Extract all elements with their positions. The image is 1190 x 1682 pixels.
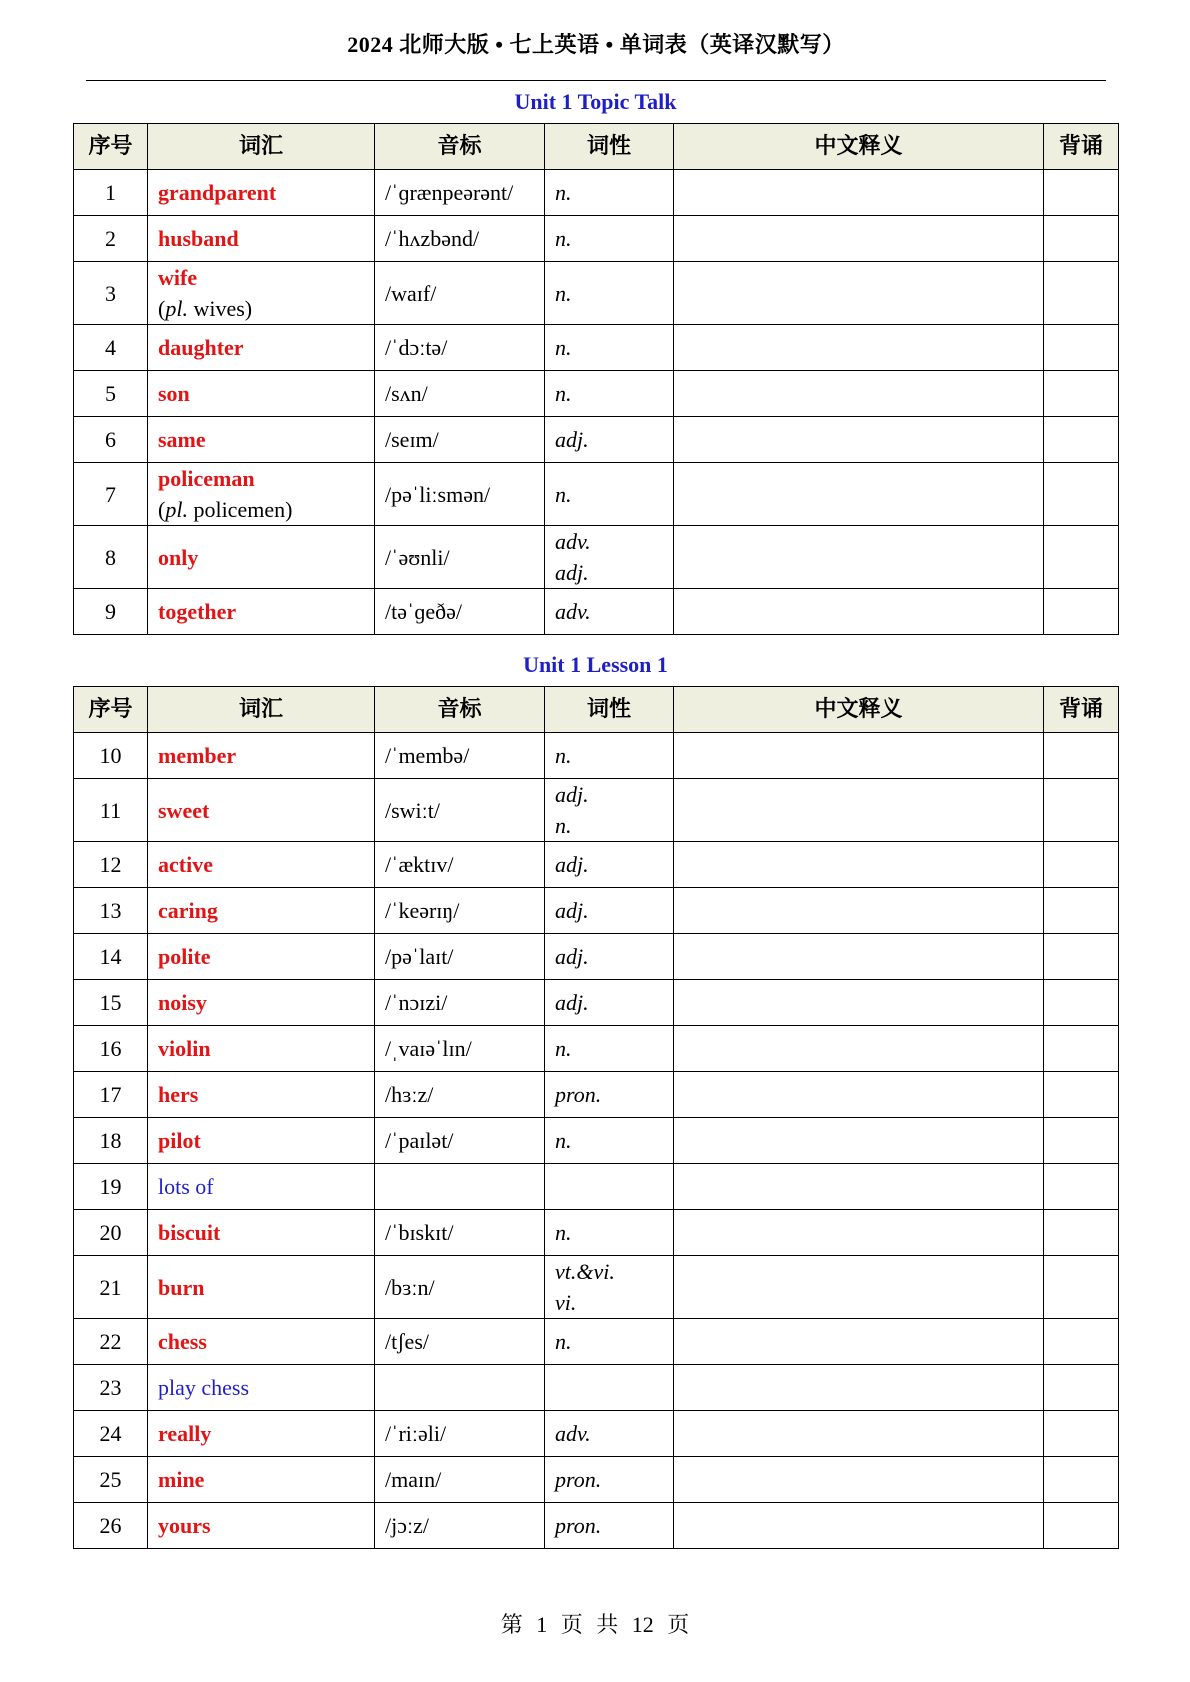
row-number: 4	[74, 325, 148, 371]
table-row	[74, 417, 1119, 463]
part-of-speech-cell	[545, 1118, 674, 1164]
table-row	[74, 1118, 1119, 1164]
col-header-phonetic: 音标	[375, 687, 545, 733]
phonetic-cell: /maɪn/	[375, 1457, 545, 1503]
part-of-speech-cell	[545, 216, 674, 262]
phonetic-cell	[375, 1365, 545, 1411]
part-of-speech: vt.&vi.	[555, 1259, 615, 1284]
part-of-speech-cell	[545, 980, 674, 1026]
part-of-speech: adj.	[555, 990, 589, 1015]
part-of-speech-cell	[545, 1026, 674, 1072]
word-text: active	[158, 852, 213, 877]
phonetic-cell: /ˈɡrænpeərənt/	[375, 170, 545, 216]
col-header-word: 词汇	[148, 687, 375, 733]
word-cell	[148, 980, 375, 1026]
col-header-part-of-speech: 词性	[545, 124, 674, 170]
part-of-speech: adv.	[555, 599, 591, 624]
table-header-row	[74, 687, 1119, 733]
recite-check-blank[interactable]	[1044, 980, 1119, 1026]
row-number: 12	[74, 842, 148, 888]
word-cell	[148, 934, 375, 980]
row-number: 19	[74, 1164, 148, 1210]
table-row	[74, 779, 1119, 842]
word-cell	[148, 888, 375, 934]
row-number: 15	[74, 980, 148, 1026]
chinese-meaning-blank[interactable]	[674, 371, 1044, 417]
part-of-speech-cell	[545, 170, 674, 216]
col-header-part-of-speech: 词性	[545, 687, 674, 733]
part-of-speech-cell	[545, 371, 674, 417]
row-number: 7	[74, 463, 148, 526]
section-title-lesson-1: Unit 1 Lesson 1	[523, 652, 668, 677]
recite-check-blank[interactable]	[1044, 1210, 1119, 1256]
table-row	[74, 1319, 1119, 1365]
word-cell	[148, 842, 375, 888]
recite-check-blank[interactable]	[1044, 1319, 1119, 1365]
word-cell	[148, 1164, 375, 1210]
recite-check-blank[interactable]	[1044, 1256, 1119, 1319]
row-number: 14	[74, 934, 148, 980]
phonetic-cell: /ˈpaɪlət/	[375, 1118, 545, 1164]
word-cell	[148, 325, 375, 371]
row-number: 8	[74, 526, 148, 589]
section-title-topic-talk: Unit 1 Topic Talk	[514, 89, 677, 114]
word-cell	[148, 526, 375, 589]
recite-check-blank[interactable]	[1044, 417, 1119, 463]
word-text: sweet	[158, 797, 210, 823]
recite-check-blank[interactable]	[1044, 325, 1119, 371]
header-divider	[86, 80, 1106, 81]
part-of-speech-cell	[545, 1210, 674, 1256]
word-cell	[148, 1411, 375, 1457]
word-cell	[148, 1072, 375, 1118]
table-row	[74, 589, 1119, 635]
recite-check-blank[interactable]	[1044, 1457, 1119, 1503]
table-row	[74, 1164, 1119, 1210]
chinese-meaning-blank[interactable]	[674, 1256, 1044, 1319]
chinese-meaning-blank[interactable]	[674, 1319, 1044, 1365]
word-cell	[148, 371, 375, 417]
word-text: burn	[158, 1274, 205, 1300]
chinese-meaning-blank[interactable]	[674, 779, 1044, 842]
phonetic-cell: /ˌvaɪəˈlɪn/	[375, 1026, 545, 1072]
part-of-speech: n.	[555, 335, 572, 360]
recite-check-blank[interactable]	[1044, 170, 1119, 216]
recite-check-blank[interactable]	[1044, 1026, 1119, 1072]
word-text: same	[158, 427, 206, 452]
table-row	[74, 1026, 1119, 1072]
part-of-speech-cell	[545, 779, 674, 842]
table-row	[74, 842, 1119, 888]
phonetic-cell: /waɪf/	[375, 262, 545, 325]
part-of-speech: n.	[555, 743, 572, 768]
word-cell	[148, 216, 375, 262]
part-of-speech-cell	[545, 463, 674, 526]
part-of-speech-cell	[545, 1072, 674, 1118]
plural-note-form: policemen)	[187, 497, 293, 522]
plural-note-form: wives)	[187, 296, 253, 321]
phonetic-cell: /hɜːz/	[375, 1072, 545, 1118]
part-of-speech: vi.	[555, 1290, 577, 1315]
table-row	[74, 1503, 1119, 1549]
recite-check-blank[interactable]	[1044, 1164, 1119, 1210]
row-number: 3	[74, 262, 148, 325]
part-of-speech: pron.	[555, 1082, 602, 1107]
word-text: chess	[158, 1329, 207, 1354]
chinese-meaning-blank[interactable]	[674, 1210, 1044, 1256]
word-cell	[148, 779, 375, 842]
part-of-speech-cell	[545, 842, 674, 888]
plural-note-abbr: pl.	[165, 296, 188, 321]
part-of-speech: n.	[555, 381, 572, 406]
word-text: polite	[158, 944, 211, 969]
col-header-number: 序号	[74, 124, 148, 170]
part-of-speech-cell	[545, 1164, 674, 1210]
phonetic-cell: /ˈnɔɪzi/	[375, 980, 545, 1026]
chinese-meaning-blank[interactable]	[674, 1457, 1044, 1503]
word-text: grandparent	[158, 180, 277, 205]
row-number: 20	[74, 1210, 148, 1256]
word-text: violin	[158, 1036, 211, 1061]
word-text: policeman	[158, 466, 255, 491]
table-row	[74, 1457, 1119, 1503]
word-text: son	[158, 381, 190, 406]
phrase-text: play chess	[158, 1375, 250, 1400]
col-header-word: 词汇	[148, 124, 375, 170]
phonetic-cell: /jɔːz/	[375, 1503, 545, 1549]
recite-check-blank[interactable]	[1044, 779, 1119, 842]
part-of-speech: adj.	[555, 898, 589, 923]
part-of-speech: n.	[555, 1036, 572, 1061]
recite-check-blank[interactable]	[1044, 262, 1119, 325]
part-of-speech-cell	[545, 888, 674, 934]
phrase-text: lots of	[158, 1174, 214, 1199]
word-text: biscuit	[158, 1220, 221, 1245]
phonetic-cell: /ˈriːəli/	[375, 1411, 545, 1457]
row-number: 22	[74, 1319, 148, 1365]
part-of-speech: n.	[555, 481, 572, 507]
word-cell	[148, 170, 375, 216]
word-cell	[148, 1365, 375, 1411]
table-row	[74, 463, 1119, 526]
row-number: 16	[74, 1026, 148, 1072]
part-of-speech: pron.	[555, 1467, 602, 1492]
recite-check-blank[interactable]	[1044, 1365, 1119, 1411]
word-text: daughter	[158, 335, 244, 360]
part-of-speech-cell	[545, 325, 674, 371]
word-cell	[148, 1256, 375, 1319]
word-text: caring	[158, 898, 218, 923]
word-cell	[148, 1118, 375, 1164]
chinese-meaning-blank[interactable]	[674, 888, 1044, 934]
chinese-meaning-blank[interactable]	[674, 417, 1044, 463]
part-of-speech-cell	[545, 417, 674, 463]
part-of-speech: n.	[555, 1329, 572, 1354]
row-number: 5	[74, 371, 148, 417]
phonetic-cell: /ˈhʌzbənd/	[375, 216, 545, 262]
table-row	[74, 733, 1119, 779]
chinese-meaning-blank[interactable]	[674, 589, 1044, 635]
col-header-chinese-meaning: 中文释义	[674, 687, 1044, 733]
table-row	[74, 170, 1119, 216]
chinese-meaning-blank[interactable]	[674, 1411, 1044, 1457]
col-header-chinese-meaning: 中文释义	[674, 124, 1044, 170]
row-number: 9	[74, 589, 148, 635]
chinese-meaning-blank[interactable]	[674, 980, 1044, 1026]
table-row	[74, 371, 1119, 417]
row-number: 1	[74, 170, 148, 216]
recite-check-blank[interactable]	[1044, 842, 1119, 888]
row-number: 11	[74, 779, 148, 842]
recite-check-blank[interactable]	[1044, 1411, 1119, 1457]
part-of-speech: n.	[555, 226, 572, 251]
table-row	[74, 1365, 1119, 1411]
chinese-meaning-blank[interactable]	[674, 1072, 1044, 1118]
col-header-phonetic: 音标	[375, 124, 545, 170]
part-of-speech-cell	[545, 1411, 674, 1457]
recite-check-blank[interactable]	[1044, 371, 1119, 417]
chinese-meaning-blank[interactable]	[674, 842, 1044, 888]
col-header-recite: 背诵	[1044, 124, 1119, 170]
chinese-meaning-blank[interactable]	[674, 934, 1044, 980]
phonetic-cell: /tʃes/	[375, 1319, 545, 1365]
table-row	[74, 216, 1119, 262]
recite-check-blank[interactable]	[1044, 589, 1119, 635]
word-cell	[148, 733, 375, 779]
row-number: 18	[74, 1118, 148, 1164]
row-number: 10	[74, 733, 148, 779]
part-of-speech: n.	[555, 280, 572, 306]
table-row	[74, 1072, 1119, 1118]
recite-check-blank[interactable]	[1044, 1072, 1119, 1118]
table-row	[74, 325, 1119, 371]
plural-note-abbr: pl.	[165, 497, 188, 522]
part-of-speech-cell	[545, 733, 674, 779]
row-number: 25	[74, 1457, 148, 1503]
word-text: really	[158, 1421, 212, 1446]
word-cell	[148, 1319, 375, 1365]
part-of-speech-cell	[545, 526, 674, 589]
phonetic-cell: /pəˈlaɪt/	[375, 934, 545, 980]
chinese-meaning-blank[interactable]	[674, 1026, 1044, 1072]
word-text: husband	[158, 226, 239, 251]
table-row	[74, 262, 1119, 325]
part-of-speech-cell	[545, 1256, 674, 1319]
phonetic-cell: /sʌn/	[375, 371, 545, 417]
chinese-meaning-blank[interactable]	[674, 325, 1044, 371]
row-number: 17	[74, 1072, 148, 1118]
chinese-meaning-blank[interactable]	[674, 1503, 1044, 1549]
part-of-speech: n.	[555, 1128, 572, 1153]
part-of-speech: n.	[555, 1220, 572, 1245]
page-title: 2024 北师大版 • 七上英语 • 单词表（英译汉默写）	[347, 32, 845, 57]
phonetic-cell: /ˈdɔːtə/	[375, 325, 545, 371]
plural-note	[158, 494, 364, 525]
table-row	[74, 888, 1119, 934]
chinese-meaning-blank[interactable]	[674, 216, 1044, 262]
part-of-speech-cell	[545, 1365, 674, 1411]
recite-check-blank[interactable]	[1044, 1503, 1119, 1549]
row-number: 13	[74, 888, 148, 934]
part-of-speech: adj.	[555, 427, 589, 452]
plural-note-open: (	[158, 296, 166, 321]
word-cell	[148, 1457, 375, 1503]
phonetic-cell: /pəˈliːsmən/	[375, 463, 545, 526]
phonetic-cell: /ˈbɪskɪt/	[375, 1210, 545, 1256]
table-row	[74, 1411, 1119, 1457]
part-of-speech: adj.	[555, 782, 589, 807]
phonetic-cell: /təˈɡeðə/	[375, 589, 545, 635]
word-cell	[148, 417, 375, 463]
chinese-meaning-blank[interactable]	[674, 526, 1044, 589]
part-of-speech: adv.	[555, 1421, 591, 1446]
word-text: together	[158, 599, 237, 624]
part-of-speech-cell	[545, 1319, 674, 1365]
vocab-rows-topic-talk	[74, 170, 1119, 635]
phonetic-cell: /swiːt/	[375, 779, 545, 842]
row-number: 21	[74, 1256, 148, 1319]
word-cell	[148, 589, 375, 635]
chinese-meaning-blank[interactable]	[674, 733, 1044, 779]
recite-check-blank[interactable]	[1044, 1118, 1119, 1164]
word-text: pilot	[158, 1128, 201, 1153]
row-number: 6	[74, 417, 148, 463]
recite-check-blank[interactable]	[1044, 934, 1119, 980]
phonetic-cell: /ˈkeərɪŋ/	[375, 888, 545, 934]
col-header-recite: 背诵	[1044, 687, 1119, 733]
word-cell	[148, 1210, 375, 1256]
word-text: hers	[158, 1082, 199, 1107]
part-of-speech-cell	[545, 1457, 674, 1503]
col-header-number: 序号	[74, 687, 148, 733]
row-number: 26	[74, 1503, 148, 1549]
table-row	[74, 1210, 1119, 1256]
plural-note-open: (	[158, 497, 166, 522]
part-of-speech: adj.	[555, 944, 589, 969]
table-row	[74, 980, 1119, 1026]
table-header-row	[74, 124, 1119, 170]
part-of-speech: pron.	[555, 1513, 602, 1538]
phonetic-cell: /seɪm/	[375, 417, 545, 463]
word-cell	[148, 1503, 375, 1549]
part-of-speech-cell	[545, 589, 674, 635]
table-row	[74, 1256, 1119, 1319]
chinese-meaning-blank[interactable]	[674, 1118, 1044, 1164]
phonetic-cell: /ˈæktɪv/	[375, 842, 545, 888]
word-cell	[148, 262, 375, 325]
chinese-meaning-blank[interactable]	[674, 170, 1044, 216]
recite-check-blank[interactable]	[1044, 733, 1119, 779]
table-row	[74, 526, 1119, 589]
chinese-meaning-blank[interactable]	[674, 1365, 1044, 1411]
part-of-speech-cell	[545, 934, 674, 980]
vocab-table-lesson-1	[73, 686, 1119, 1549]
word-text: wife	[158, 265, 198, 290]
word-text: only	[158, 544, 199, 570]
part-of-speech: adj.	[555, 560, 589, 585]
part-of-speech: adv.	[555, 529, 591, 554]
recite-check-blank[interactable]	[1044, 216, 1119, 262]
row-number: 2	[74, 216, 148, 262]
part-of-speech: n.	[555, 813, 572, 838]
word-text: mine	[158, 1467, 205, 1492]
chinese-meaning-blank[interactable]	[674, 463, 1044, 526]
word-cell	[148, 1026, 375, 1072]
vocab-rows-lesson-1	[74, 733, 1119, 1549]
part-of-speech: adj.	[555, 852, 589, 877]
phonetic-cell: /ˈəʊnli/	[375, 526, 545, 589]
table-row	[74, 934, 1119, 980]
vocab-table-topic-talk	[73, 123, 1119, 635]
plural-note	[158, 293, 364, 324]
page-number: 第 1 页 共 12 页	[500, 1612, 690, 1637]
part-of-speech-cell	[545, 1503, 674, 1549]
word-text: noisy	[158, 990, 207, 1015]
row-number: 23	[74, 1365, 148, 1411]
row-number: 24	[74, 1411, 148, 1457]
part-of-speech-cell	[545, 262, 674, 325]
word-text: member	[158, 743, 237, 768]
chinese-meaning-blank[interactable]	[674, 1164, 1044, 1210]
word-text: yours	[158, 1513, 211, 1538]
part-of-speech: n.	[555, 180, 572, 205]
phonetic-cell: /ˈmembə/	[375, 733, 545, 779]
phonetic-cell: /bɜːn/	[375, 1256, 545, 1319]
recite-check-blank[interactable]	[1044, 463, 1119, 526]
recite-check-blank[interactable]	[1044, 526, 1119, 589]
recite-check-blank[interactable]	[1044, 888, 1119, 934]
chinese-meaning-blank[interactable]	[674, 262, 1044, 325]
word-cell	[148, 463, 375, 526]
phonetic-cell	[375, 1164, 545, 1210]
